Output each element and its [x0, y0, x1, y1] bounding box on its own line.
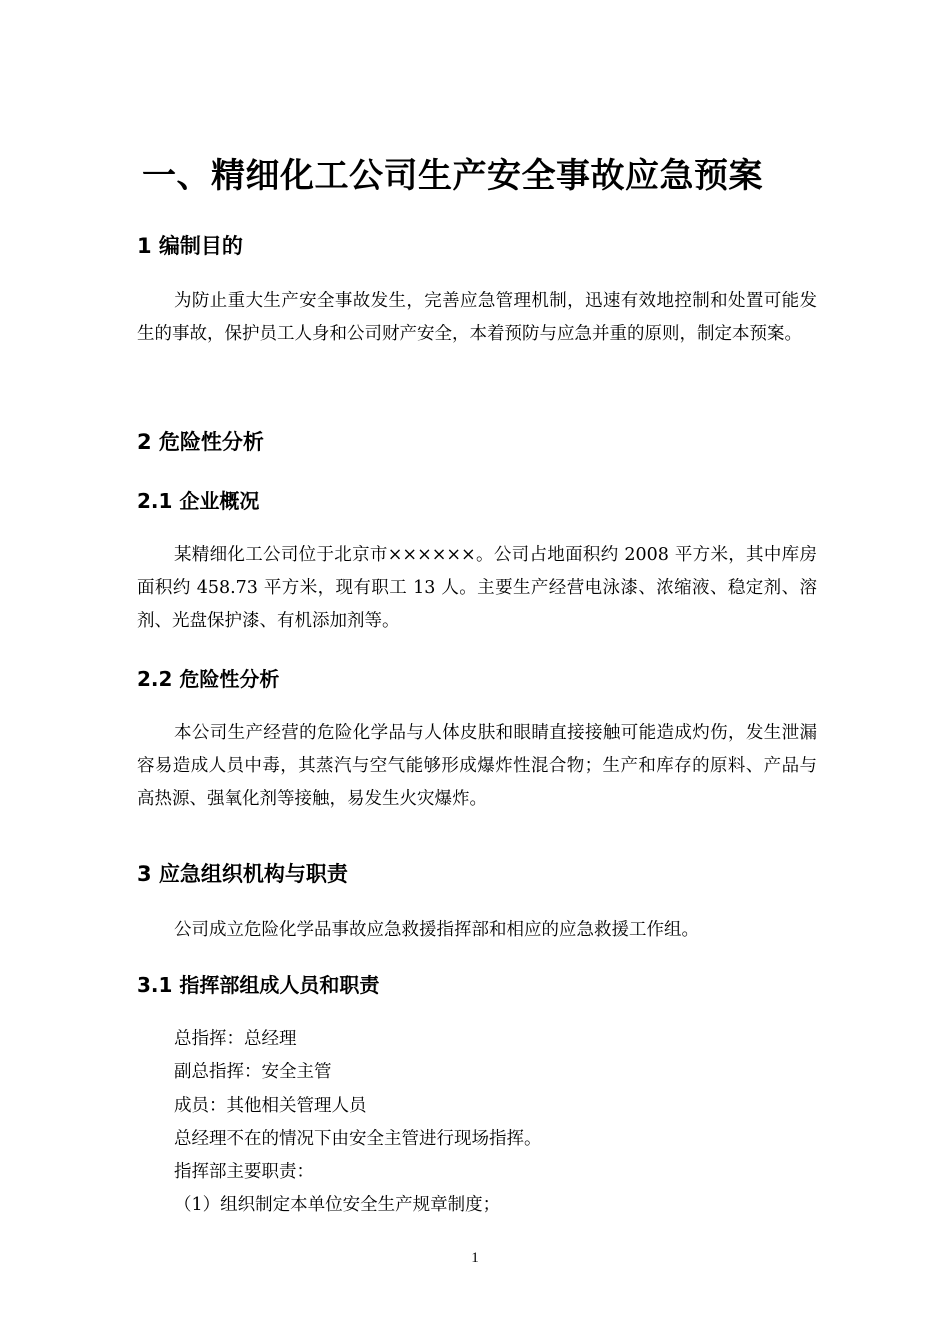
section-1-body: 为防止重大生产安全事故发生，完善应急管理机制，迅速有效地控制和处置可能发生的事故，保护员工人身和公司财产安全，本着预防与应急并重的原则，制定本预案。	[137, 291, 817, 344]
list-item: 指挥部主要职责：	[174, 1162, 314, 1182]
list-item: （1）组织制定本单位安全生产规章制度；	[174, 1195, 501, 1215]
section-2-1-body: 某精细化工公司位于北京市××××××。公司占地面积约 2008 平方米，其中库房面积约 458.73 平方米，现有职工 13 人。主要生产经营电泳漆、浓缩液、稳定剂、溶剂、光盘保护漆、有机添加剂等。	[137, 545, 817, 631]
section-1-heading: 1 编制目的	[137, 234, 243, 258]
list-item: 总指挥：总经理	[174, 1029, 297, 1049]
page-number: 1	[471, 1250, 479, 1266]
section-2-1-heading: 2.1 企业概况	[137, 489, 260, 513]
document-title: 一、精细化工公司生产安全事故应急预案	[142, 156, 763, 196]
section-2-heading: 2 危险性分析	[137, 430, 264, 454]
list-item: 总经理不在的情况下由安全主管进行现场指挥。	[174, 1129, 542, 1149]
list-item: 副总指挥：安全主管	[174, 1062, 332, 1082]
section-3-heading: 3 应急组织机构与职责	[137, 862, 348, 886]
section-2-2-body: 本公司生产经营的危险化学品与人体皮肤和眼睛直接接触可能造成灼伤，发生泄漏容易造成人员中毒，其蒸汽与空气能够形成爆炸性混合物；生产和库存的原料、产品与高热源、强氧化剂等接触，易发生火灾爆炸。	[137, 723, 817, 809]
section-3-body: 公司成立危险化学品事故应急救援指挥部和相应的应急救援工作组。	[174, 920, 699, 940]
list-item: 成员：其他相关管理人员	[174, 1096, 367, 1116]
section-3-1-heading: 3.1 指挥部组成人员和职责	[137, 973, 380, 997]
section-2-2-heading: 2.2 危险性分析	[137, 667, 280, 691]
